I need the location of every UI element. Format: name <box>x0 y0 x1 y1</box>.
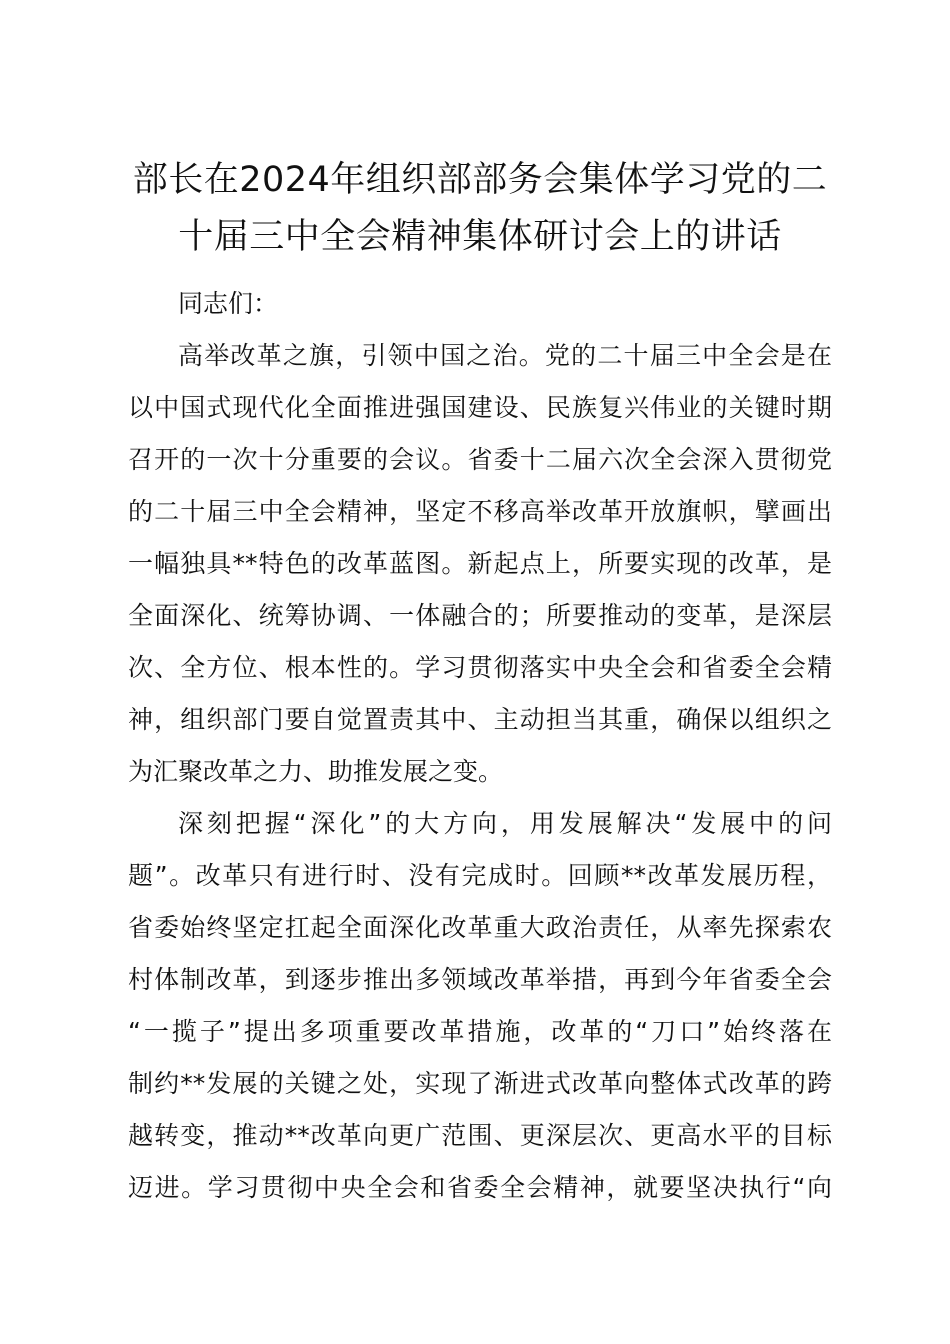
paragraph-line: “一揽子”提出多项重要改革措施，改革的“刀口”始终落在 <box>128 1017 832 1046</box>
paragraph-line: 的二十届三中全会精神，坚定不移高举改革开放旗帜，擘画出 <box>128 497 832 526</box>
paragraph-line: 召开的一次十分重要的会议。省委十二届六次全会深入贯彻党 <box>128 445 832 474</box>
title-line: 部长在2024年组织部部务会集体学习党的二 <box>132 160 828 200</box>
paragraph-line: 省委始终坚定扛起全面深化改革重大政治责任，从率先探索农 <box>128 913 832 942</box>
title-line: 十届三中全会精神集体研讨会上的讲话 <box>178 217 782 257</box>
salutation: 同志们： <box>178 289 279 318</box>
paragraph-line: 村体制改革，到逐步推出多领域改革举措，再到今年省委全会 <box>128 965 832 994</box>
paragraph-line: 迈进。学习贯彻中央全会和省委全会精神，就要坚决执行“向 <box>128 1173 832 1202</box>
paragraph-line: 题”。改革只有进行时、没有完成时。回顾**改革发展历程， <box>128 861 832 890</box>
paragraph-line: 一幅独具**特色的改革蓝图。新起点上，所要实现的改革，是 <box>128 549 832 578</box>
paragraph-line: 次、全方位、根本性的。学习贯彻落实中央全会和省委全会精 <box>128 653 832 682</box>
paragraph-line: 深刻把握“深化”的大方向，用发展解决“发展中的问 <box>178 809 832 838</box>
paragraph-line: 全面深化、统筹协调、一体融合的；所要推动的变革，是深层 <box>128 601 832 630</box>
paragraph-line: 高举改革之旗，引领中国之治。党的二十届三中全会是在 <box>178 341 832 370</box>
paragraph-line: 以中国式现代化全面推进强国建设、民族复兴伟业的关键时期 <box>128 393 832 422</box>
paragraph-line: 为汇聚改革之力、助推发展之变。 <box>128 757 504 786</box>
document-body <box>128 278 832 1214</box>
document-title <box>100 152 860 266</box>
paragraph-line: 神，组织部门要自觉置责其中、主动担当其重，确保以组织之 <box>128 705 832 734</box>
paragraph <box>128 330 832 798</box>
paragraph-line: 越转变，推动**改革向更广范围、更深层次、更高水平的目标 <box>128 1121 832 1150</box>
paragraph <box>128 798 832 1214</box>
paragraph-line: 制约**发展的关键之处，实现了渐进式改革向整体式改革的跨 <box>128 1069 832 1098</box>
